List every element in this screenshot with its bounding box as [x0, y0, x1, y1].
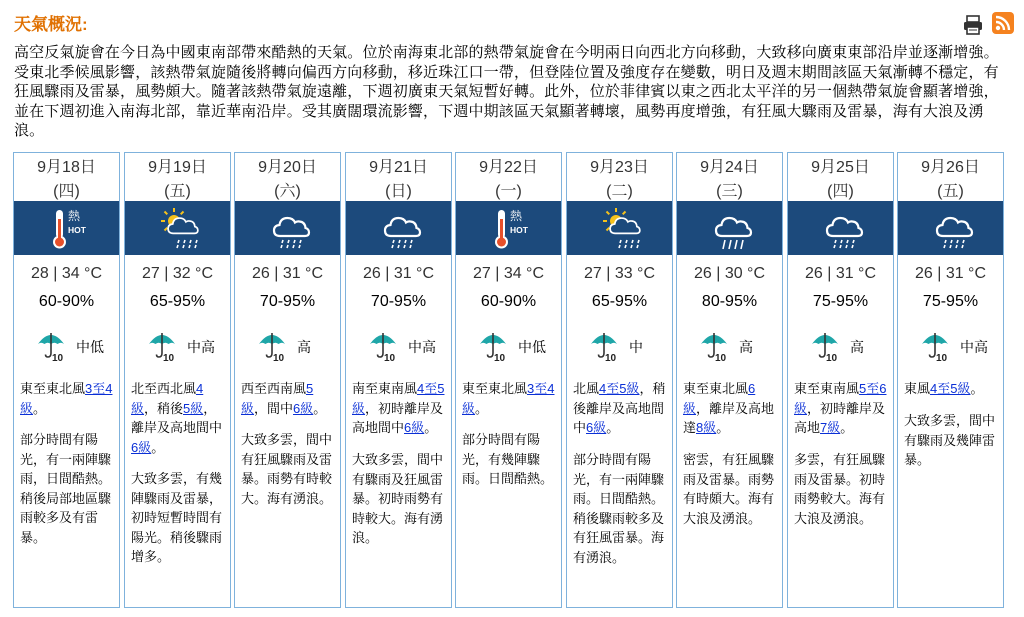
forecast-date: 9月18日 [37, 159, 96, 176]
wind-text: 東風 [904, 381, 931, 396]
temperature-range: 27 | 33 °C [583, 265, 656, 282]
humidity-range: 60-90% [480, 293, 537, 310]
psr-label: 高 [297, 339, 311, 355]
svg-text:10: 10 [52, 353, 64, 362]
temperature-range: 26 | 31 °C [251, 265, 324, 282]
temperature-range: 27 | 32 °C [141, 265, 214, 282]
wind-forecast [20, 379, 116, 418]
wind-text: 東至東南風 [794, 381, 860, 396]
psr-label: 中低 [76, 339, 104, 355]
wind-force-link[interactable]: 4至5級 [930, 381, 971, 396]
umbrella-icon [147, 328, 181, 362]
wind-text: ，離岸及高地間中 [131, 400, 223, 435]
svg-text:10: 10 [826, 353, 838, 362]
psr-label: 中高 [408, 339, 436, 355]
psr-label: 中低 [518, 339, 546, 355]
umbrella-icon [257, 328, 291, 362]
wind-force-link[interactable]: 5級 [241, 381, 314, 416]
wind-text: 西至西南風 [241, 381, 307, 396]
forecast-date: 9月19日 [148, 159, 207, 176]
humidity-range: 65-95% [149, 293, 206, 310]
weather-icon-bar [346, 201, 451, 255]
weather-summary: 高空反氣旋會在今日為中國東南部帶來酷熱的天氣。位於南海東北部的熱帶氣旋會在今明兩日向西北方向移動，大致移向廣東東部沿岸並逐漸增強。受東北季候風影響，該熱帶氣旋隨後將轉向偏西方向移動，移近珠江口一帶，但登陸位置及強度存在變數，明日及週末期間該區天氣漸轉不穩定，有狂風驟雨及雷暴，風勢頗大。隨著該熱帶氣旋遠離，下週初廣東天氣短暫好轉。此外，位於菲律賓以東之西北太平洋的另一個熱帶氣旋會顯著增強，並在下週初進入南海北部，靠近華南沿岸。受其廣闊環流影響，下週中期該區天氣顯著轉壞，風勢再度增強，有狂風大驟雨及雷暴，海有大浪及湧浪。 [14, 44, 999, 139]
wind-text: 東至東北風 [462, 381, 528, 396]
hot-label: 熱 [68, 209, 81, 223]
weather-description: 密雲，有狂風驟雨及雷暴。雨勢有時頗大。海有大浪及湧浪。 [683, 452, 775, 526]
forecast-day-1 [13, 152, 120, 608]
wind-text: 。 [970, 381, 984, 396]
wind-text: ，初時離岸及高地 [794, 400, 886, 435]
wind-text: ，稍後離岸及高地間中 [573, 381, 666, 435]
weather-description: 多雲，有狂風驟雨及雷暴。初時雨勢較大。海有大浪及湧浪。 [794, 452, 886, 526]
weather-description: 大致多雲，有幾陣驟雨及雷暴，初時短暫時間有陽光。稍後驟雨增多。 [131, 471, 223, 564]
humidity-range: 70-95% [259, 293, 316, 310]
forecast-date: 9月22日 [479, 159, 538, 176]
psr-indicator [36, 328, 116, 362]
cloud-rain-icon [379, 205, 425, 251]
wind-force-link[interactable]: 6級 [586, 420, 607, 435]
weather-description: 部分時間有陽光，有幾陣驟雨。日間酷熱。 [462, 432, 554, 486]
forecast-day-2 [124, 152, 231, 608]
psr-label: 中高 [187, 339, 215, 355]
wind-force-link[interactable]: 3至4級 [462, 381, 555, 416]
wind-force-link[interactable]: 5級 [183, 400, 204, 416]
umbrella-icon [36, 328, 70, 362]
weather-description: 大致多雲，間中有驟雨及狂風雷暴。初時雨勢有時較大。海有湧浪。 [352, 452, 444, 545]
heavy-rain-icon [710, 205, 756, 251]
svg-text:10: 10 [936, 353, 948, 362]
wind-text: 北至西北風 [131, 381, 197, 396]
page-title: 天氣概況: [14, 15, 88, 34]
psr-label: 高 [739, 339, 753, 355]
psr-label: 中 [629, 339, 643, 355]
psr-indicator [257, 328, 337, 362]
wind-force-link[interactable]: 6級 [293, 400, 314, 416]
wind-text: 。 [313, 400, 327, 416]
wind-force-link[interactable]: 6級 [404, 420, 425, 435]
forecast-day-7 [676, 152, 783, 608]
weather-icon-bar [898, 201, 1003, 255]
wind-text: ，稍後 [144, 400, 184, 416]
temperature-range: 26 | 31 °C [914, 265, 987, 282]
wind-force-link[interactable]: 5至6級 [794, 381, 887, 416]
wind-text: 。 [151, 439, 165, 455]
weather-icon-bar [125, 201, 230, 255]
psr-indicator [699, 328, 779, 362]
umbrella-icon [920, 328, 954, 362]
forecast-date: 9月20日 [258, 159, 317, 176]
weather-icon-bar [567, 201, 672, 255]
svg-text:10: 10 [384, 353, 396, 362]
forecast-header [14, 6, 1014, 36]
wind-text: 北風 [573, 381, 600, 396]
hot-en-label: HOT [510, 225, 528, 235]
forecast-day-8 [787, 152, 894, 608]
psr-indicator [368, 328, 448, 362]
wind-force-link[interactable]: 4至5級 [352, 381, 445, 416]
weather-icon-bar [788, 201, 893, 255]
wind-text: 。 [716, 420, 730, 435]
wind-forecast [794, 379, 890, 438]
wind-force-link[interactable]: 3至4級 [20, 381, 113, 416]
wind-forecast [904, 379, 1000, 399]
psr-label: 高 [850, 339, 864, 355]
sun-cloud-rain-icon [600, 205, 646, 251]
forecast-weekday: (五) [164, 183, 191, 200]
umbrella-icon [810, 328, 844, 362]
humidity-range: 75-95% [922, 293, 979, 310]
forecast-weekday: (四) [827, 183, 854, 200]
nine-day-forecast [13, 152, 1013, 608]
svg-text:10: 10 [163, 353, 175, 362]
umbrella-icon [368, 328, 402, 362]
umbrella-icon [589, 328, 623, 362]
wind-force-link[interactable]: 6級 [683, 381, 756, 416]
umbrella-icon [478, 328, 512, 362]
hot-en-label: HOT [68, 225, 86, 235]
wind-force-link[interactable]: 8級 [696, 420, 717, 435]
forecast-date: 9月26日 [921, 159, 980, 176]
temperature-range: 26 | 31 °C [804, 265, 877, 282]
forecast-weekday: (日) [385, 183, 412, 200]
wind-text: ，初時離岸及高地間中 [352, 400, 444, 435]
rss-icon[interactable] [992, 12, 1014, 34]
forecast-date: 9月24日 [700, 159, 759, 176]
weather-icon-bar [677, 201, 782, 255]
temperature-range: 27 | 34 °C [472, 265, 545, 282]
hot-icon [47, 205, 93, 251]
wind-text: 。 [475, 400, 489, 416]
psr-indicator [810, 328, 890, 362]
wind-text: 。 [424, 420, 438, 435]
wind-text: 南至東南風 [352, 381, 418, 396]
humidity-range: 65-95% [591, 293, 648, 310]
wind-force-link[interactable]: 7級 [820, 420, 841, 435]
wind-force-link[interactable]: 4至5級 [599, 381, 640, 396]
wind-text: ，離岸及高地達 [683, 400, 775, 435]
psr-indicator [147, 328, 227, 362]
wind-text: 東至東北風 [20, 381, 86, 396]
weather-icon-bar [456, 201, 561, 255]
wind-force-link[interactable]: 4級 [131, 381, 204, 416]
forecast-weekday: (一) [495, 183, 522, 200]
wind-text: 。 [33, 400, 47, 416]
forecast-day-4 [345, 152, 452, 608]
forecast-date: 9月23日 [590, 159, 649, 176]
wind-force-link[interactable]: 6級 [131, 439, 152, 455]
forecast-weekday: (四) [53, 183, 80, 200]
wind-forecast [352, 379, 448, 438]
wind-text: 。 [840, 420, 854, 435]
svg-text:10: 10 [494, 353, 506, 362]
weather-description: 部分時間有陽光，有一兩陣驟雨。日間酷熱。稍後驟雨較多及有狂風雷暴。海有湧浪。 [573, 452, 665, 565]
hot-icon [489, 205, 535, 251]
forecast-day-6 [566, 152, 673, 608]
psr-label: 中高 [960, 339, 988, 355]
temperature-range: 26 | 31 °C [362, 265, 435, 282]
cloud-rain-icon [268, 205, 314, 251]
forecast-weekday: (二) [606, 183, 633, 200]
sun-cloud-rain-icon [158, 205, 204, 251]
wind-text: 。 [606, 420, 620, 435]
psr-indicator [920, 328, 1000, 362]
forecast-date: 9月25日 [811, 159, 870, 176]
wind-forecast [683, 379, 779, 438]
forecast-weekday: (五) [937, 183, 964, 200]
print-icon[interactable] [962, 14, 984, 36]
svg-text:10: 10 [605, 353, 617, 362]
forecast-day-3 [234, 152, 341, 608]
humidity-range: 80-95% [701, 293, 758, 310]
temperature-range: 26 | 30 °C [693, 265, 766, 282]
forecast-day-5 [455, 152, 562, 608]
svg-text:10: 10 [715, 353, 727, 362]
wind-forecast [462, 379, 558, 418]
wind-forecast [241, 379, 337, 418]
svg-text:10: 10 [273, 353, 285, 362]
weather-icon-bar [14, 201, 119, 255]
forecast-day-9 [897, 152, 1004, 608]
humidity-range: 75-95% [812, 293, 869, 310]
psr-indicator [589, 328, 669, 362]
temperature-range: 28 | 34 °C [30, 265, 103, 282]
humidity-range: 60-90% [38, 293, 95, 310]
forecast-weekday: (三) [716, 183, 743, 200]
umbrella-icon [699, 328, 733, 362]
wind-text: 東至東北風 [683, 381, 749, 396]
psr-indicator [478, 328, 558, 362]
wind-forecast [573, 379, 669, 438]
wind-text: ，間中 [254, 400, 294, 416]
weather-description: 部分時間有陽光，有一兩陣驟雨，日間酷熱。稍後局部地區驟雨較多及有雷暴。 [20, 432, 112, 545]
forecast-weekday: (六) [274, 183, 301, 200]
hot-label: 熱 [510, 209, 523, 223]
wind-forecast [131, 379, 227, 457]
weather-description: 大致多雲，間中有驟雨及幾陣雷暴。 [904, 413, 996, 467]
forecast-date: 9月21日 [369, 159, 428, 176]
cloud-rain-icon [821, 205, 867, 251]
weather-icon-bar [235, 201, 340, 255]
humidity-range: 70-95% [370, 293, 427, 310]
cloud-rain-icon [931, 205, 977, 251]
weather-description: 大致多雲，間中有狂風驟雨及雷暴。雨勢有時較大。海有湧浪。 [241, 432, 333, 506]
